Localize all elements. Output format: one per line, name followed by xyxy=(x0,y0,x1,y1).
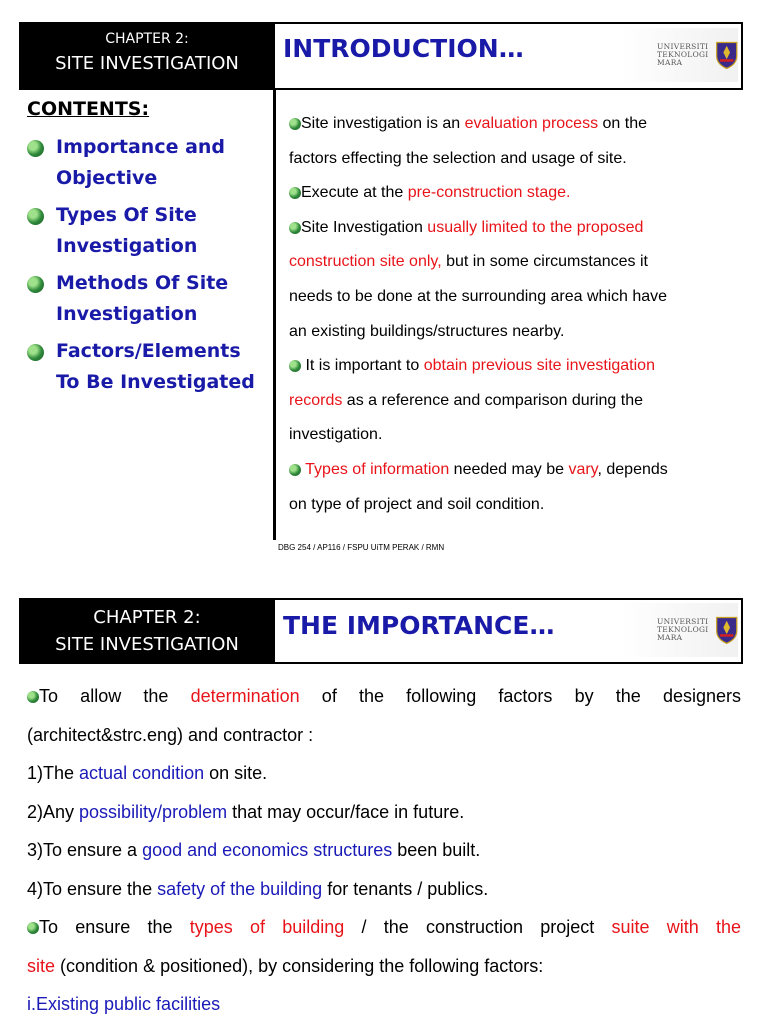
contents-list xyxy=(25,132,270,404)
list-item: Importance and Objective xyxy=(25,132,270,200)
paragraph: It is important to obtain previous site investigation records as a reference and comparison during the investigation. xyxy=(289,357,655,444)
chapter-label: CHAPTER 2: xyxy=(105,31,189,47)
globe-bullet-icon xyxy=(27,691,39,703)
title-box xyxy=(275,22,743,90)
intro-body xyxy=(289,107,749,522)
chapter-subtitle: SITE INVESTIGATION xyxy=(55,634,239,655)
crest-icon xyxy=(715,38,738,72)
importance-body xyxy=(27,677,741,1024)
text-line: (architect&strc.eng) and contractor : xyxy=(27,724,314,745)
chapter-box xyxy=(19,598,275,664)
crest-icon xyxy=(715,613,738,647)
divider-line xyxy=(273,90,276,540)
text-line: To ensure the types of building / the construction project suite with the xyxy=(27,908,741,947)
paragraph: Site investigation is an evaluation process on the factors effecting the selection and usage of site. xyxy=(289,115,648,167)
globe-bullet-icon xyxy=(289,222,301,234)
footer-text: DBG 254 / AP116 / FSPU UiTM PERAK / RMN xyxy=(278,543,445,552)
list-item: Types Of Site Investigation xyxy=(25,200,270,268)
globe-bullet-icon xyxy=(289,118,301,130)
globe-bullet-icon xyxy=(27,276,44,293)
list-item: Factors/Elements To Be Investigated xyxy=(25,336,270,404)
text-line: 1)The actual condition on site. xyxy=(27,763,268,783)
paragraph: Site Investigation usually limited to the proposed construction site only, but in some circumstances it needs to be done at the surrounding area which have an existing buildings/structures nearby. xyxy=(289,218,668,340)
globe-bullet-icon xyxy=(289,464,301,476)
chapter-box xyxy=(19,22,275,90)
globe-bullet-icon xyxy=(27,140,44,157)
text-line: 3)To ensure a good and economics structures been built. xyxy=(27,840,481,860)
text-line: i.Existing public facilities xyxy=(27,994,221,1014)
globe-bullet-icon xyxy=(289,187,301,199)
paragraph: Types of information needed may be vary, depends on type of project and soil condition. xyxy=(289,460,668,513)
globe-bullet-icon xyxy=(27,208,44,225)
text-line: 4)To ensure the safety of the building for tenants / publics. xyxy=(27,878,489,899)
chapter-label: CHAPTER 2: xyxy=(93,607,201,628)
chapter-subtitle: SITE INVESTIGATION xyxy=(55,53,239,74)
university-logo: UNIVERSITI TEKNOLOGI MARA xyxy=(620,28,738,82)
page-title: INTRODUCTION… xyxy=(283,34,524,63)
paragraph: Execute at the pre-construction stage. xyxy=(289,176,749,211)
university-logo: UNIVERSITI TEKNOLOGI MARA xyxy=(620,603,738,657)
globe-bullet-icon xyxy=(289,360,301,372)
list-item: Methods Of Site Investigation xyxy=(25,268,270,336)
globe-bullet-icon xyxy=(27,344,44,361)
text-line: 2)Any possibility/problem that may occur/face in future. xyxy=(27,801,465,822)
globe-bullet-icon xyxy=(27,922,39,934)
text-line: site (condition & positioned), by considering the following factors: xyxy=(27,955,544,976)
page-title: THE IMPORTANCE… xyxy=(283,611,555,640)
title-box xyxy=(275,598,743,664)
text-line: To allow the determination of the following factors by the designers xyxy=(27,677,741,716)
contents-title: CONTENTS: xyxy=(27,98,150,120)
